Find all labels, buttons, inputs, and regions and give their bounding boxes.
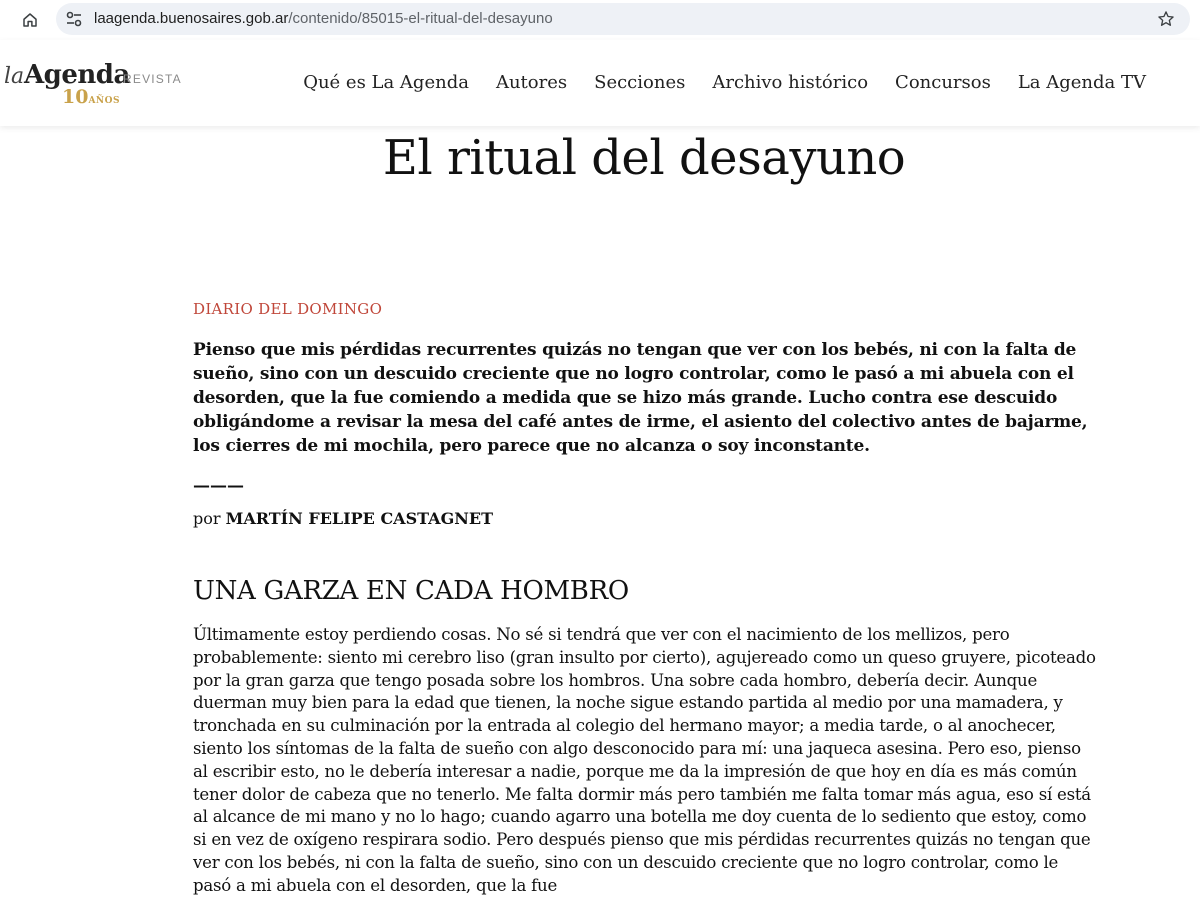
- article-body: Últimamente estoy perdiendo cosas. No sé si tendrá que ver con el nacimiento de los mellizos, pero probablemente: siento mi cerebro liso (gran insulto por cierto), agujereado como un queso gruyere, picoteado por la gran garza que tengo posada sobre los hombros. Una sobre cada hombro, debería decir. Aunque duerman muy bien para la edad que tienen, la noche sigue estando partida al medio por una mamadera, y tronchada en su culminación por la entrada al colegio del hermano mayor; a media tarde, o al anochecer, siento los síntomas de la falta de sueño con algo desconocido para mí: una jaqueca asesina. Pero eso, pienso al escribir esto, no le debería interesar a nadie, porque me da la impresión de que hoy en día es más común tener dolor de cabeza que no tenerlo. Me falta dormir más pero también me falta tomar más agua, eso sí está al alcance de mi mano y no lo hago; cuando agarro una botella me doy cuenta de lo sediento que estoy, como si en vez de oxígeno respirara sodio. Pero después pienso que mis pérdidas recurrentes quizás no tengan que ver con los bebés, ni con la falta de sueño, sino con un descuido creciente que no logro controlar, como le pasó a mi abuela con el desorden, que la fue: [193, 625, 1096, 895]
- nav-autores[interactable]: Autores: [495, 72, 568, 93]
- logo-anios-word: AÑOS: [88, 96, 121, 106]
- article-subheading: UNA GARZA EN CADA HOMBRO: [193, 576, 629, 606]
- home-icon[interactable]: [18, 8, 42, 32]
- article-title: El ritual del desayuno: [382, 130, 906, 186]
- author-name[interactable]: MARTÍN FELIPE CASTAGNET: [225, 509, 493, 528]
- logo-la: la: [4, 64, 25, 89]
- main-nav: [303, 72, 1146, 93]
- site-logo[interactable]: [2, 58, 192, 108]
- separator: ———: [193, 476, 244, 496]
- logo-anios-number: 10: [62, 86, 89, 108]
- logo-anios: [62, 86, 120, 108]
- nav-concursos[interactable]: Concursos: [895, 72, 991, 93]
- byline-prefix: por: [193, 509, 221, 528]
- bookmark-star-icon[interactable]: [1156, 9, 1176, 29]
- logo-revista: REVISTA: [123, 72, 182, 86]
- logo-agenda: Agenda: [24, 60, 130, 90]
- browser-toolbar: [0, 0, 1200, 40]
- site-header: [0, 40, 1200, 126]
- nav-archivo-historico[interactable]: Archivo histórico: [712, 72, 869, 93]
- address-bar[interactable]: [56, 3, 1190, 35]
- nav-que-es-la-agenda[interactable]: Qué es La Agenda: [303, 72, 469, 93]
- url-domain: laagenda.buenosaires.gob.ar: [94, 10, 289, 27]
- url-path: /contenido/85015-el-ritual-del-desayuno: [288, 10, 553, 27]
- site-info-icon[interactable]: [64, 9, 84, 29]
- url-text: [94, 10, 553, 27]
- nav-la-agenda-tv[interactable]: La Agenda TV: [1017, 72, 1146, 93]
- byline: [193, 509, 493, 528]
- nav-secciones[interactable]: Secciones: [594, 72, 686, 93]
- section-label[interactable]: DIARIO DEL DOMINGO: [193, 300, 383, 318]
- article-lead: Pienso que mis pérdidas recurrentes quizás no tengan que ver con los bebés, ni con la falta de sueño, sino con un descuido creciente que no logro controlar, como le pasó a mi abuela con el desorden, que la fue comiendo a medida que se hizo más grande. Lucho contra ese descuido obligándome a revisar la mesa del café antes de irme, el asiento del colectivo antes de bajarme, los cierres de mi mochila, pero parece que no alcanza o soy inconstante.: [193, 340, 1088, 456]
